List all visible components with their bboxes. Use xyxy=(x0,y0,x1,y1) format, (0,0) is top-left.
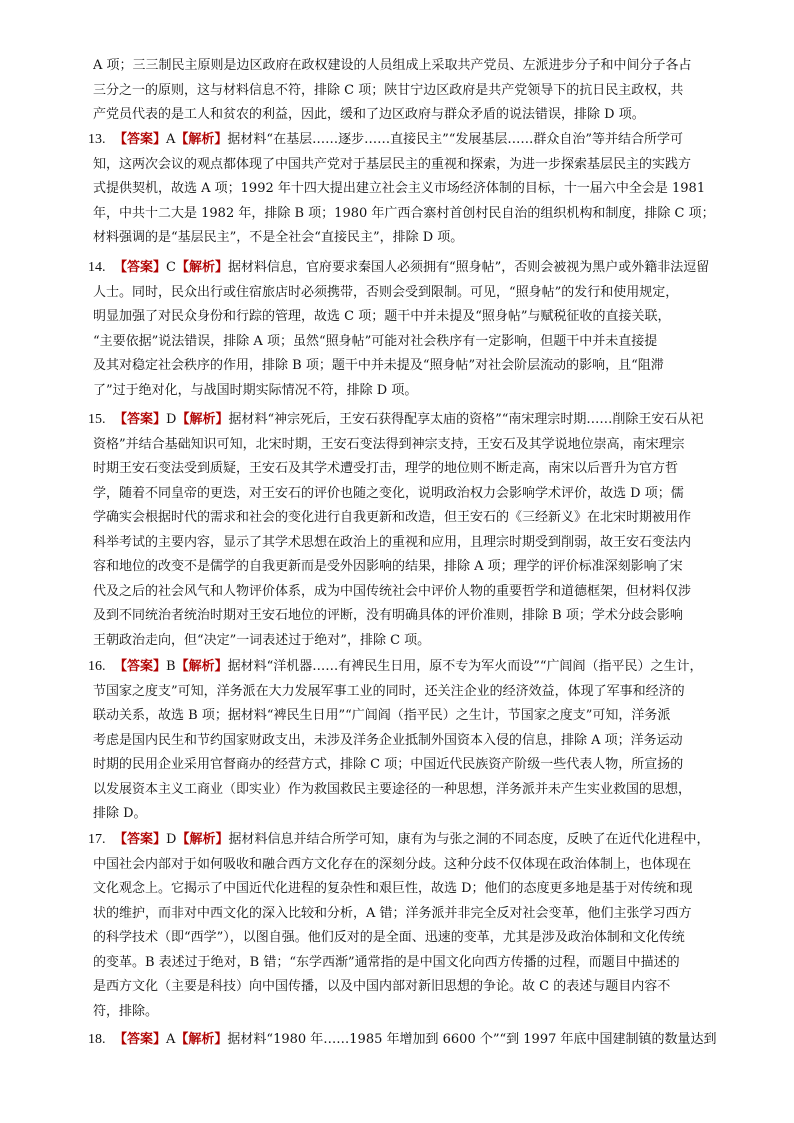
text-line: 据材料“神宗死后，王安石获得配享太庙的资格”“南宋理宗时期……削除王安石从祀 xyxy=(228,412,704,427)
text-line: 节国家之度支”可知，洋务派在大力发展军事工业的同时，还关注企业的经济效益，体现了军事和经济的 xyxy=(93,683,685,699)
text-line: 式提供契机，故选 A 项；1992 年十四大提出建立社会主义市场经济体制的目标，十一届六中全会是 1981 xyxy=(93,181,706,196)
text-line: 容和地位的改变不是儒学的自我更新而是受外因影响的结果，排除 A 项；理学的评价标准深刻影响了宋 xyxy=(93,559,683,574)
text-line: 学确实会根据时代的需求和社会的变化进行自我更新和改造，但王安石的《三经新义》在北宋时期被用作 xyxy=(93,510,692,525)
question-number: 17. xyxy=(88,832,106,847)
analysis-label: 【解析】 xyxy=(175,132,228,147)
answer-label: 【答案】 xyxy=(114,260,167,275)
answer-letter: D xyxy=(166,832,177,847)
text-line: 状的维护，而非对中西文化的深入比较和分析，A 错；洋务派并非完全反对社会变革，他们主张学习西方 xyxy=(93,905,692,921)
text-line: 以发展资本主义工商业（即实业）作为救国救民主要途径的一种思想，洋务派并未产生实业救国的思想， xyxy=(93,781,692,797)
question-13-explanation xyxy=(88,128,718,251)
intro-continuation xyxy=(93,54,723,128)
text-line: 时期王安石变法受到质疑，王安石及其学术遭受打击，理学的地位则不断走高，南宋以后晋升为官方哲 xyxy=(93,461,679,476)
text-line: 三分之一的原则，这与材料信息不符，排除 C 项；陕甘宁边区政府是共产党领导下的抗日民主政权，共 xyxy=(93,82,684,98)
answer-letter: A xyxy=(166,132,176,147)
analysis-label: 【解析】 xyxy=(175,659,228,674)
analysis-label: 【解析】 xyxy=(176,412,229,427)
text-line: 及其对稳定社会秩序的作用，排除 B 项；题干中并未提及“照身帖”对社会阶层流动的影响，且“阻滞 xyxy=(93,358,664,373)
question-header xyxy=(88,408,718,433)
answer-letter: C xyxy=(166,260,176,275)
text-line: 是西方文化（主要是科技）向中国传播，以及中国内部对新旧思想的争论。故 C 的表述与题目内容不 xyxy=(93,979,671,994)
text-line: 及到不同统治者统治时期对王安石地位的评断，没有明确具体的评价准则，排除 B 项；学术分歧会影响 xyxy=(93,608,683,623)
text-line: 明显加强了对民众身份和行踪的管理，故选 C 项；题干中并未提及“照身帖”与赋税征收的直接关联， xyxy=(93,309,671,324)
text-line: 年，中共十二大是 1982 年，排除 B 项；1980 年广西合寨村首创村民自治的组织机构和制度，排除 C 项； xyxy=(93,205,715,221)
answer-label: 【答案】 xyxy=(114,659,167,674)
text-line: 材料强调的是“基层民主”，不是全社会“直接民主”，排除 D 项。 xyxy=(93,230,464,245)
text-line: 资格”并结合基础知识可知，北宋时期，王安石变法得到神宗支持，王安石及其学说地位崇高，南宋理宗 xyxy=(93,436,685,452)
answer-label: 【答案】 xyxy=(114,412,167,427)
text-line: 排除 D。 xyxy=(93,806,147,821)
question-number: 16. xyxy=(88,659,106,674)
question-17-explanation xyxy=(88,828,718,1024)
analysis-label: 【解析】 xyxy=(175,1032,228,1047)
question-14-explanation xyxy=(88,256,718,403)
text-line: 联动关系，故选 B 项；据材料“裨民生日用”“广闾阎（指平民）之生计，节国家之度支”可知，洋务派 xyxy=(93,708,671,723)
question-16-explanation xyxy=(88,655,718,827)
text-line: 据材料信息，官府要求秦国人必须拥有“照身帖”，否则会被视为黑户或外籍非法逗留 xyxy=(227,260,710,275)
text-line: “主要依据”说法错误，排除 A 项；虽然“照身帖”可能对社会秩序有一定影响，但题干中并未直接提 xyxy=(93,333,658,349)
question-15-explanation xyxy=(88,408,718,653)
question-header xyxy=(88,256,718,281)
text-line: 产党员代表的是工人和贫农的利益，因此，缓和了边区政府与群众矛盾的说法错误，排除 D 项。 xyxy=(93,107,645,122)
text-line: 知，这两次会议的观点都体现了中国共产党对于基层民主的重视和探索，为进一步探索基层民主的实践方 xyxy=(93,156,692,172)
question-header xyxy=(88,828,718,853)
question-header xyxy=(88,128,718,153)
text-line: 王朝政治走向，但“决定”一词表述过于绝对”，排除 C 项。 xyxy=(93,632,431,648)
text-line: 人士。同时，民众出行或住宿旅店时必须携带，否则会受到限制。可见，“照身帖”的发行和使用规定， xyxy=(93,284,679,300)
text-line: 符，排除。 xyxy=(93,1003,159,1019)
text-line: 据材料“1980 年……1985 年增加到 6600 个”“到 1997 年底中国建制镇的数量达到 xyxy=(227,1032,717,1047)
text-line: 时期的民用企业采用官督商办的经营方式，排除 C 项；中国近代民族资产阶级一些代表人物，所宣扬的 xyxy=(93,757,684,772)
answer-letter: B xyxy=(166,659,176,674)
question-number: 18. xyxy=(88,1032,106,1047)
text-line: 据材料“洋机器……有裨民生日用，原不专为军火而设”“广闾阎（指平民）之生计， xyxy=(227,659,703,674)
answer-letter: A xyxy=(166,1032,176,1047)
text-line: 中国社会内部对于如何吸收和融合西方文化存在的深刻分歧。这种分歧不仅体现在政治体制上，也体现在 xyxy=(93,856,692,872)
answer-letter: D xyxy=(166,412,177,427)
analysis-label: 【解析】 xyxy=(175,260,228,275)
answer-label: 【答案】 xyxy=(114,832,167,847)
text-line: A 项；三三制民主原则是边区政府在政权建设的人员组成上采取共产党员、左派进步分子和中间分子各占 xyxy=(93,58,692,73)
question-header xyxy=(88,1028,718,1053)
text-line: 考虑是国内民生和节约国家财政支出，未涉及洋务企业抵制外国资本入侵的信息，排除 A 项；洋务运动 xyxy=(93,732,683,748)
text-line: 据材料信息并结合所学可知，康有为与张之洞的不同态度，反映了在近代化进程中， xyxy=(228,832,710,847)
text-line: 了”过于绝对化，与战国时期实际情况不符，排除 D 项。 xyxy=(93,382,418,398)
question-number: 13. xyxy=(88,132,106,147)
text-line: 的变革。B 表述过于绝对，B 错；“东学西渐”通常指的是中国文化向西方传播的过程，而题目中描述的 xyxy=(93,954,680,970)
question-18-explanation xyxy=(88,1028,718,1053)
text-line: 据材料“在基层……逐步……直接民主”“发展基层……群众自治”等并结合所学可 xyxy=(227,132,684,147)
question-header xyxy=(88,655,718,680)
text-line: 学，随着不同皇帝的更迭，对王安石的评价也随之变化，说明政治权力会影响学术评价，故选 D 项；儒 xyxy=(93,485,684,501)
text-line: 的科学技术（即“西学”），以图自强。他们反对的是全面、迅速的变革，尤其是涉及政治体制和文化传统 xyxy=(93,930,685,945)
text-line: 代及之后的社会风气和人物评价体系，成为中国传统社会中评价人物的重要哲学和道德框架，但材料仅涉 xyxy=(93,583,692,599)
analysis-label: 【解析】 xyxy=(176,832,229,847)
question-number: 15. xyxy=(88,412,106,427)
text-line: 文化观念上。它揭示了中国近代化进程的复杂性和艰巨性，故选 D；他们的态度更多地是基于对传统和现 xyxy=(93,881,693,896)
question-number: 14. xyxy=(88,260,106,275)
answer-label: 【答案】 xyxy=(114,132,167,147)
answer-label: 【答案】 xyxy=(114,1032,167,1047)
text-line: 科举考试的主要内容，显示了其学术思想在政治上的重视和应用，且理宗时期受到削弱，故王安石变法内 xyxy=(93,534,692,550)
